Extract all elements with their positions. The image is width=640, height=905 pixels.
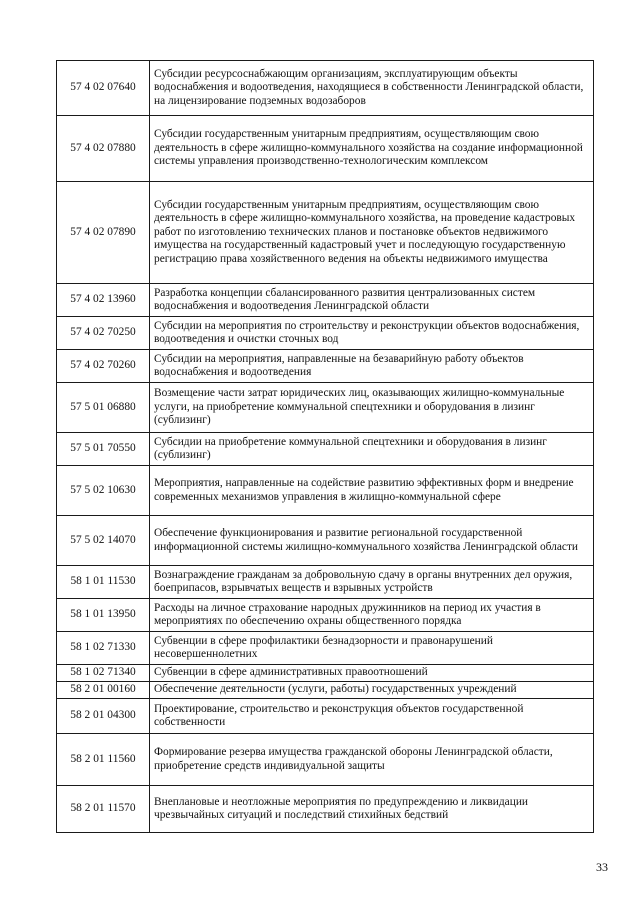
row-code: 57 4 02 70260 bbox=[57, 350, 150, 383]
row-description: Субсидии государственным унитарным предприятиям, осуществляющим свою деятельность в сфере жилищно-коммунального хозяйства на создание информационной системы управления производственно-технологическим комплексом bbox=[150, 116, 594, 182]
row-code: 58 2 01 11570 bbox=[57, 786, 150, 833]
table-row bbox=[57, 466, 594, 516]
row-description: Обеспечение функционирования и развитие региональной государственной информационной системы жилищно-коммунального хозяйства Ленинградской области bbox=[150, 516, 594, 566]
table-row bbox=[57, 566, 594, 599]
row-description: Субсидии государственным унитарным предприятиям, осуществляющим свою деятельность в сфере жилищно-коммунального хозяйства, на проведение кадастровых работ по изготовлению технических планов и постановке объектов недвижимого имущества на государственный кадастровый учет и последующую государственную регистрацию права хозяйственного ведения на объекты недвижимого имущества bbox=[150, 182, 594, 284]
row-description: Обеспечение деятельности (услуги, работы) государственных учреждений bbox=[150, 682, 594, 699]
row-description: Расходы на личное страхование народных дружинников на период их участия в мероприятиях по обеспечению охраны общественного порядка bbox=[150, 599, 594, 632]
row-description: Субсидии на мероприятия по строительству и реконструкции объектов водоснабжения, водоотведения и очистки сточных вод bbox=[150, 317, 594, 350]
table-row bbox=[57, 786, 594, 833]
row-code: 58 1 01 11530 bbox=[57, 566, 150, 599]
row-description: Вознаграждение гражданам за добровольную сдачу в органы внутренних дел оружия, боеприпасов, взрывчатых веществ и взрывных устройств bbox=[150, 566, 594, 599]
row-code: 58 2 01 04300 bbox=[57, 699, 150, 734]
row-code: 57 4 02 07890 bbox=[57, 182, 150, 284]
table-row bbox=[57, 284, 594, 317]
row-description: Внеплановые и неотложные мероприятия по предупреждению и ликвидации чрезвычайных ситуаций и последствий стихийных бедствий bbox=[150, 786, 594, 833]
row-code: 58 1 02 71330 bbox=[57, 632, 150, 665]
row-description: Субвенции в сфере административных правоотношений bbox=[150, 665, 594, 682]
row-description: Субсидии ресурсоснабжающим организациям, эксплуатирующим объекты водоснабжения и водоотведения, находящиеся в собственности Ленинградской области, на лицензирование подземных водозаборов bbox=[150, 61, 594, 116]
row-code: 57 5 01 70550 bbox=[57, 433, 150, 466]
table-row bbox=[57, 383, 594, 433]
row-code: 58 1 02 71340 bbox=[57, 665, 150, 682]
row-code: 58 2 01 00160 bbox=[57, 682, 150, 699]
row-description: Субсидии на мероприятия, направленные на безаварийную работу объектов водоснабжения и водоотведения bbox=[150, 350, 594, 383]
row-description: Субвенции в сфере профилактики безнадзорности и правонарушений несовершеннолетних bbox=[150, 632, 594, 665]
row-description: Формирование резерва имущества гражданской обороны Ленинградской области, приобретение средств индивидуальной защиты bbox=[150, 734, 594, 786]
row-code: 57 4 02 13960 bbox=[57, 284, 150, 317]
row-code: 57 5 01 06880 bbox=[57, 383, 150, 433]
row-description: Субсидии на приобретение коммунальной спецтехники и оборудования в лизинг (сублизинг) bbox=[150, 433, 594, 466]
table-row bbox=[57, 599, 594, 632]
row-code: 58 1 01 13950 bbox=[57, 599, 150, 632]
page-number: 33 bbox=[596, 860, 608, 874]
table-row bbox=[57, 699, 594, 734]
row-code: 57 4 02 07880 bbox=[57, 116, 150, 182]
table-row bbox=[57, 665, 594, 682]
row-description: Мероприятия, направленные на содействие развитию эффективных форм и внедрение современных механизмов управления в жилищно-коммунальной сфере bbox=[150, 466, 594, 516]
row-description: Разработка концепции сбалансированного развития централизованных систем водоснабжения и водоотведения Ленинградской области bbox=[150, 284, 594, 317]
table-row bbox=[57, 116, 594, 182]
row-code: 57 5 02 14070 bbox=[57, 516, 150, 566]
table-row bbox=[57, 734, 594, 786]
row-code: 57 5 02 10630 bbox=[57, 466, 150, 516]
table-row bbox=[57, 433, 594, 466]
row-code: 57 4 02 70250 bbox=[57, 317, 150, 350]
row-description: Проектирование, строительство и реконструкция объектов государственной собственности bbox=[150, 699, 594, 734]
budget-classification-table bbox=[56, 60, 594, 833]
table-row bbox=[57, 632, 594, 665]
table-row bbox=[57, 61, 594, 116]
row-code: 57 4 02 07640 bbox=[57, 61, 150, 116]
table-row bbox=[57, 317, 594, 350]
row-code: 58 2 01 11560 bbox=[57, 734, 150, 786]
table-row bbox=[57, 682, 594, 699]
table-row bbox=[57, 182, 594, 284]
table-row bbox=[57, 516, 594, 566]
table-row bbox=[57, 350, 594, 383]
row-description: Возмещение части затрат юридических лиц, оказывающих жилищно-коммунальные услуги, на приобретение коммунальной спецтехники и оборудования в лизинг (сублизинг) bbox=[150, 383, 594, 433]
